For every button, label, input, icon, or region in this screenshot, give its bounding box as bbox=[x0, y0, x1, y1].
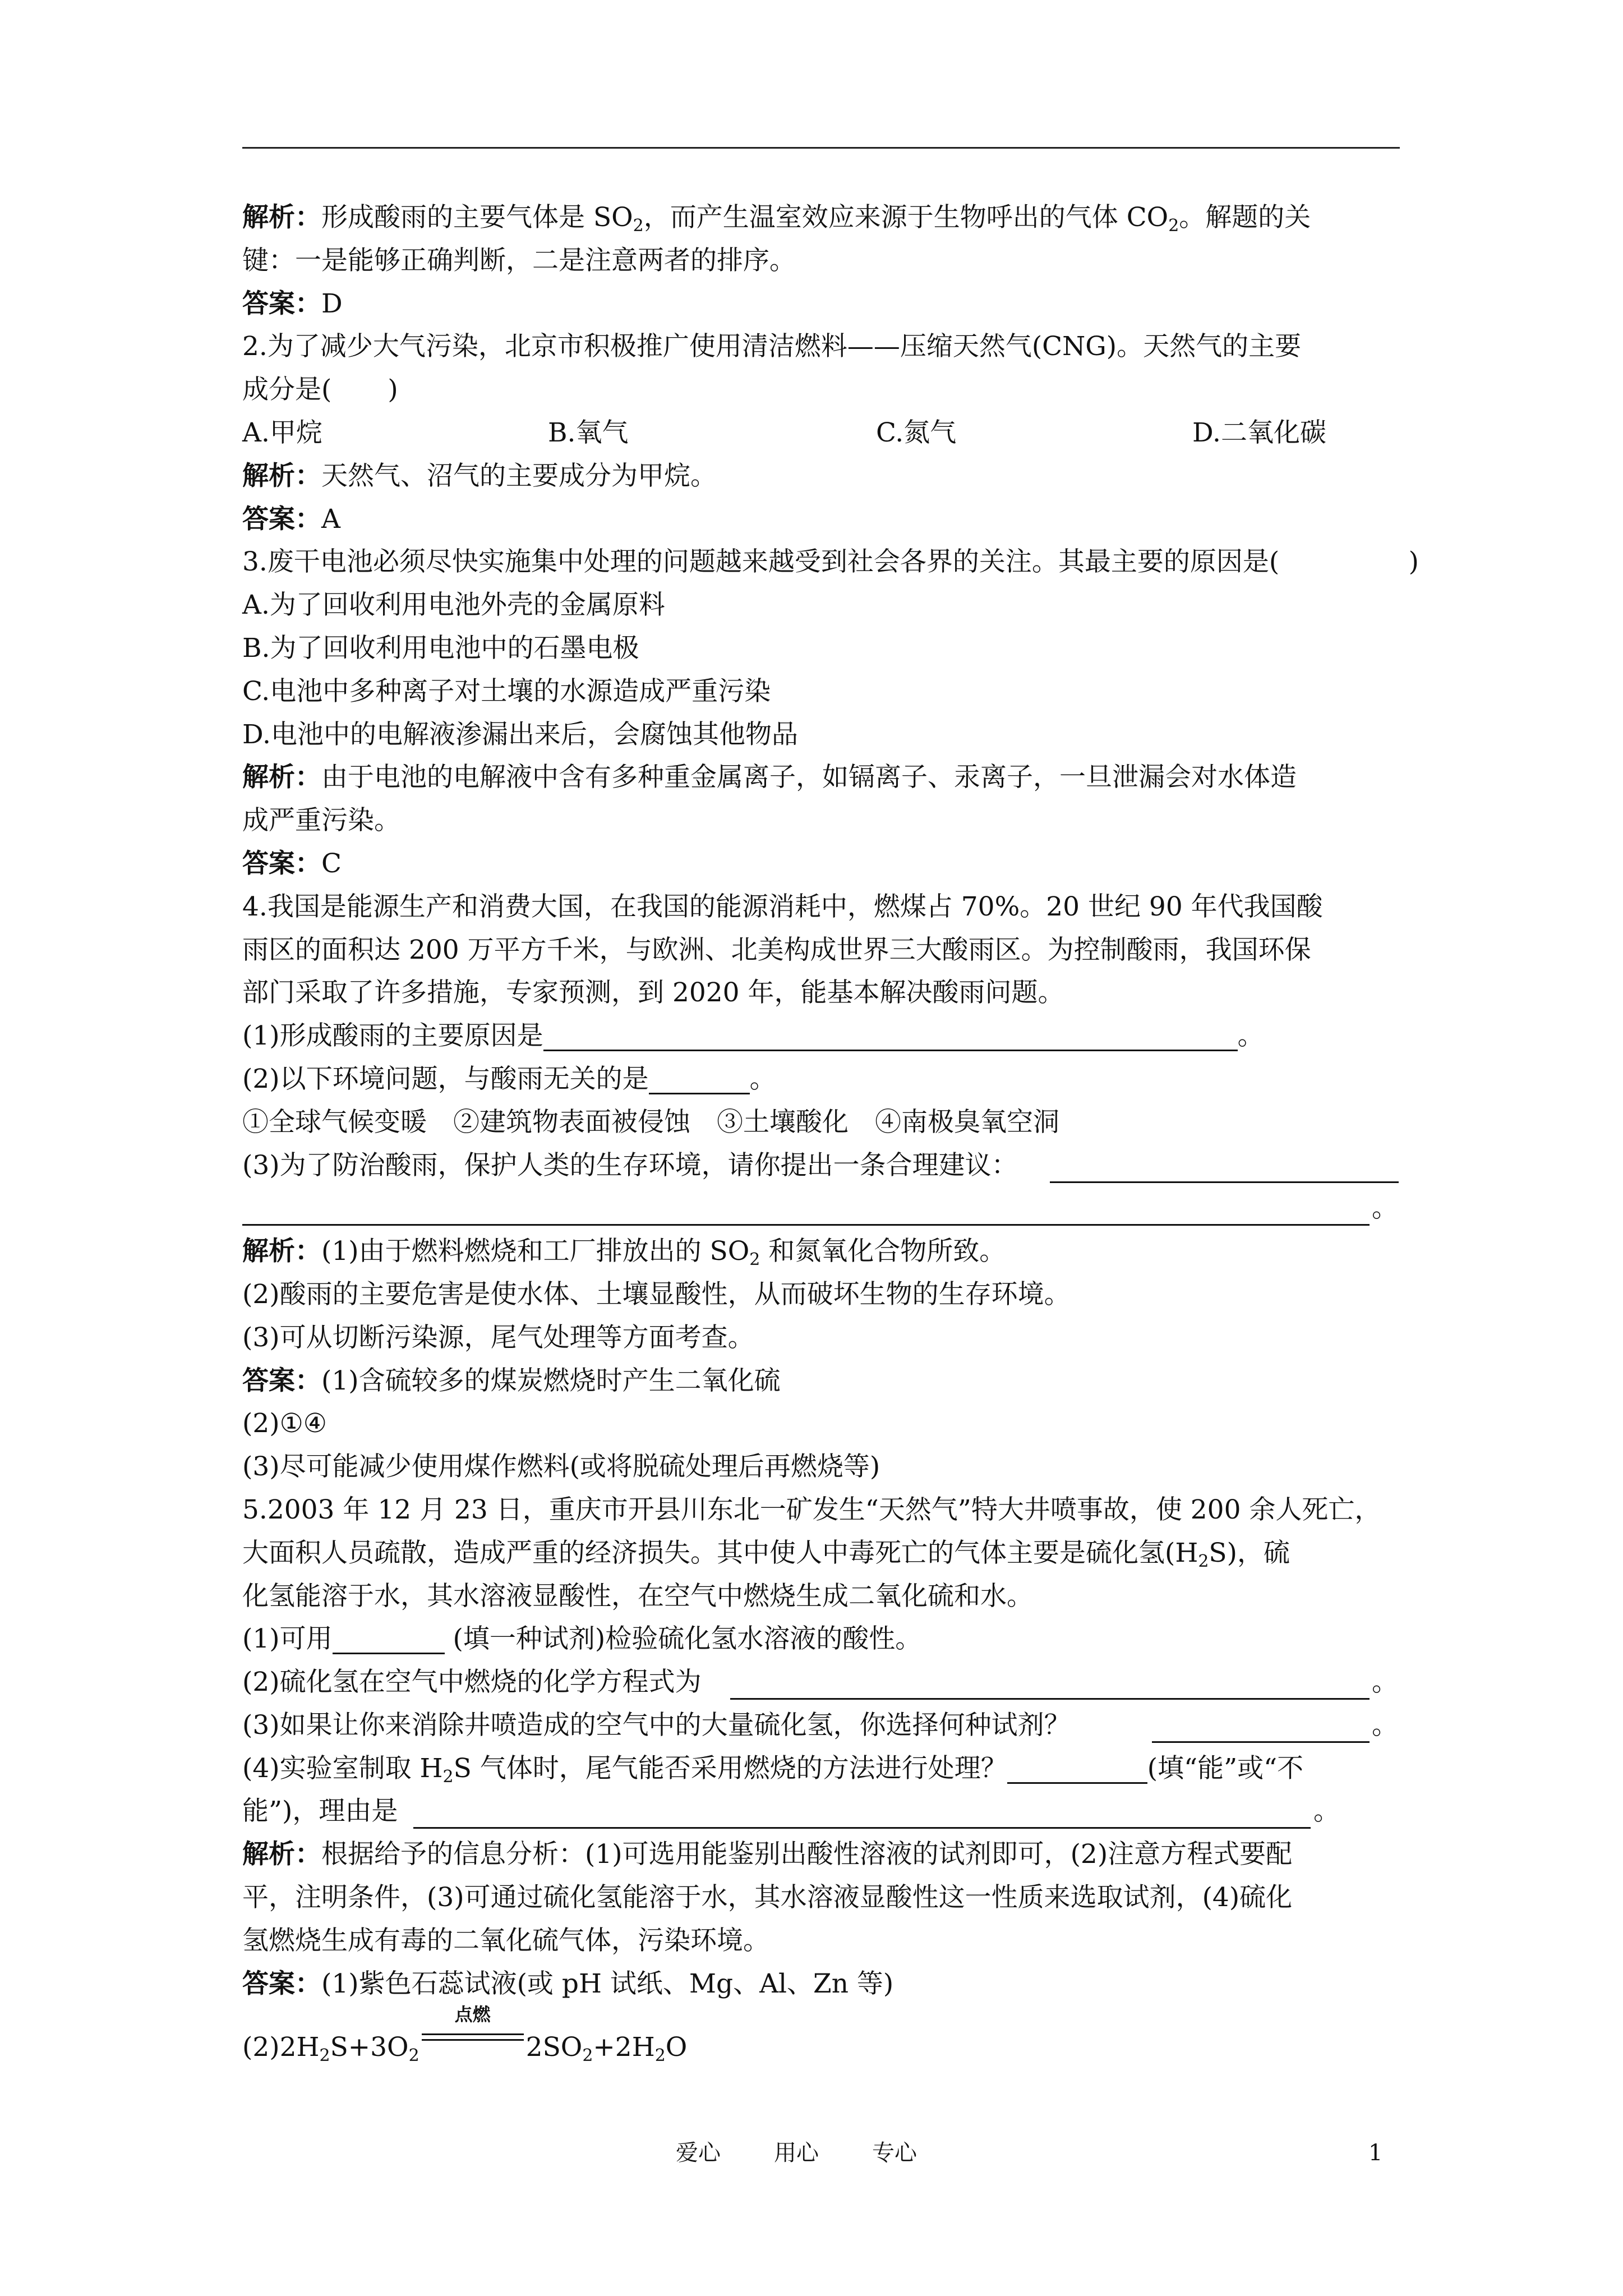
arrow-line bbox=[422, 2033, 524, 2035]
document-body bbox=[242, 196, 1419, 2066]
text: 平，注明条件，(3)可通过硫化氢能溶于水，其水溶液显酸性这一性质来选取试剂，(4)硫化 bbox=[242, 1882, 1293, 1913]
text: 能”)，理由是 bbox=[242, 1796, 398, 1827]
option-d: D.二氧化碳 bbox=[1192, 417, 1326, 448]
text: 。 bbox=[1372, 1709, 1398, 1741]
equation-text: O bbox=[665, 2032, 688, 2063]
text: (1)可用 bbox=[242, 1623, 333, 1655]
text: ，而产生温室效应来源于生物呼出的气体 CO bbox=[643, 202, 1169, 233]
answer-blank bbox=[730, 1669, 1370, 1700]
subquestion-line bbox=[242, 1015, 1400, 1058]
answer-blank bbox=[242, 1195, 1370, 1226]
text: 。解题的关 bbox=[1179, 202, 1311, 233]
analysis-line bbox=[242, 196, 1400, 240]
analysis-label: 解析： bbox=[242, 762, 321, 793]
text: (3)可从切断污染源，尾气处理等方面考查。 bbox=[242, 1322, 754, 1353]
text-line bbox=[242, 240, 1400, 283]
option-line bbox=[242, 584, 1400, 627]
text: 键：一是能够正确判断，二是注意两者的排序。 bbox=[242, 245, 796, 276]
page-number: 1 bbox=[1368, 2140, 1383, 2166]
text-line bbox=[242, 1575, 1400, 1618]
subscript: 2 bbox=[1168, 216, 1179, 236]
text: 根据给予的信息分析：(1)可选用能鉴别出酸性溶液的试剂即可，(2)注意方程式要配 bbox=[321, 1839, 1293, 1870]
subscript: 2 bbox=[1198, 1551, 1209, 1571]
text: 。 bbox=[1237, 1020, 1264, 1052]
subscript: 2 bbox=[319, 2046, 330, 2066]
question-4 bbox=[242, 886, 1400, 929]
subquestion-line bbox=[242, 1704, 1400, 1747]
equation-line bbox=[242, 2004, 1400, 2066]
option-b: B.氧气 bbox=[548, 417, 629, 448]
footer-motto bbox=[676, 2136, 970, 2170]
answer-blank bbox=[1007, 1753, 1147, 1784]
analysis-line bbox=[242, 455, 1400, 498]
options-line bbox=[242, 412, 1400, 455]
answer-text: (1)紫色石蕊试液(或 pH 试纸、Mg、Al、Zn 等) bbox=[321, 1968, 894, 1999]
text: (2)①④ bbox=[242, 1408, 327, 1439]
option-line bbox=[242, 670, 1400, 714]
answer-label: 答案： bbox=[242, 288, 321, 319]
answer-text: A bbox=[321, 503, 340, 535]
text-line bbox=[242, 1790, 1400, 1833]
text: (1)形成酸雨的主要原因是 bbox=[242, 1020, 543, 1052]
text: S 气体时，尾气能否采用燃烧的方法进行处理？ bbox=[453, 1752, 1007, 1784]
text: 。 bbox=[749, 1063, 776, 1094]
answer-line bbox=[242, 498, 1400, 541]
equation-text: +2H bbox=[593, 2032, 655, 2063]
answer-text: C bbox=[321, 848, 342, 879]
answer-label: 答案： bbox=[242, 503, 321, 535]
header-rule bbox=[242, 147, 1400, 149]
analysis-label: 解析： bbox=[242, 202, 321, 233]
text: 由于电池的电解液中含有多种重金属离子，如镉离子、汞离子，一旦泄漏会对水体造 bbox=[321, 762, 1297, 793]
text-line bbox=[242, 1402, 1400, 1446]
answer-label: 答案： bbox=[242, 1365, 321, 1396]
text: ) bbox=[1408, 546, 1419, 578]
subscript: 2 bbox=[408, 2046, 419, 2066]
text: 。 bbox=[1372, 1193, 1398, 1224]
answer-line bbox=[242, 1963, 1400, 2006]
text: 5.2003 年 12 月 23 日，重庆市开县川东北一矿发生“天然气”特大井喷事故，使 200 余人死亡， bbox=[242, 1494, 1381, 1525]
subquestion-line bbox=[242, 1661, 1400, 1704]
arrow-line bbox=[422, 2039, 524, 2041]
text: 。 bbox=[1313, 1796, 1340, 1827]
text-line bbox=[242, 799, 1400, 843]
text: 氢燃烧生成有毒的二氧化硫气体，污染环境。 bbox=[242, 1925, 769, 1956]
text: 大面积人员疏散，造成严重的经济损失。其中使人中毒死亡的气体主要是硫化氢(H bbox=[242, 1537, 1198, 1568]
text: B.为了回收利用电池中的石墨电极 bbox=[242, 632, 639, 664]
question-3 bbox=[242, 541, 1419, 584]
reaction-arrow bbox=[419, 2004, 526, 2062]
analysis-label: 解析： bbox=[242, 1236, 321, 1267]
text: 3.废干电池必须尽快实施集中处理的问题越来越受到社会各界的关注。其最主要的原因是( bbox=[242, 546, 1280, 578]
answer-text: (1)含硫较多的煤炭燃烧时产生二氧化硫 bbox=[321, 1365, 781, 1396]
text: 4.我国是能源生产和消费大国，在我国的能源消耗中，燃煤占 70%。20 世纪 90 年代我国酸 bbox=[242, 891, 1323, 922]
choices-line bbox=[242, 1101, 1400, 1144]
footer-item: 用心 bbox=[774, 2140, 819, 2166]
answer-blank bbox=[413, 1798, 1311, 1829]
text: 雨区的面积达 200 万平方千米，与欧洲、北美构成世界三大酸雨区。为控制酸雨，我国环保 bbox=[242, 934, 1311, 965]
answer-blank bbox=[543, 1020, 1238, 1051]
question-2 bbox=[242, 325, 1400, 369]
analysis-line bbox=[242, 756, 1400, 799]
subquestion-line bbox=[242, 1747, 1400, 1791]
text-line bbox=[242, 1532, 1400, 1575]
text: 2.为了减少大气污染，北京市积极推广使用清洁燃料——压缩天然气(CNG)。天然气的主要 bbox=[242, 331, 1302, 362]
text: 化氢能溶于水，其水溶液显酸性，在空气中燃烧生成二氧化硫和水。 bbox=[242, 1580, 1033, 1612]
reaction-condition: 点燃 bbox=[454, 2004, 491, 2026]
option-a: A.甲烷 bbox=[242, 417, 322, 448]
text: 部门采取了许多措施，专家预测，到 2020 年，能基本解决酸雨问题。 bbox=[242, 977, 1064, 1009]
text: C.电池中多种离子对土壤的水源造成严重污染 bbox=[242, 675, 771, 707]
subquestion-line bbox=[242, 1144, 1400, 1188]
text-line bbox=[242, 929, 1400, 972]
answer-line bbox=[242, 843, 1400, 886]
answer-blank bbox=[333, 1623, 445, 1654]
text: (填一种试剂)检验硫化氢水溶液的酸性。 bbox=[444, 1623, 922, 1655]
subscript: 2 bbox=[749, 1250, 760, 1270]
subquestion-line bbox=[242, 1618, 1400, 1661]
text: S)，硫 bbox=[1209, 1537, 1290, 1568]
text: 天然气、沼气的主要成分为甲烷。 bbox=[321, 460, 717, 491]
text-line bbox=[242, 972, 1400, 1015]
option-line bbox=[242, 714, 1400, 757]
text: (4)实验室制取 H bbox=[242, 1752, 443, 1784]
text: 和氮氧化合物所致。 bbox=[760, 1236, 1006, 1267]
question-5 bbox=[242, 1489, 1400, 1532]
text: ①全球气候变暖 ②建筑物表面被侵蚀 ③土壤酸化 ④南极臭氧空洞 bbox=[242, 1106, 1059, 1138]
subscript: 2 bbox=[582, 2046, 593, 2066]
answer-text: D bbox=[321, 288, 343, 319]
text-line bbox=[242, 1273, 1400, 1317]
equation-text: (2)2H bbox=[242, 2032, 320, 2063]
answer-label: 答案： bbox=[242, 848, 321, 879]
text: 形成酸雨的主要气体是 SO bbox=[321, 202, 633, 233]
text-line bbox=[242, 1317, 1400, 1360]
answer-line bbox=[242, 1360, 1400, 1403]
text-line bbox=[242, 1446, 1400, 1489]
subscript: 2 bbox=[654, 2046, 666, 2066]
text: 成分是( bbox=[242, 374, 332, 406]
analysis-label: 解析： bbox=[242, 460, 321, 491]
text: (1)由于燃料燃烧和工厂排放出的 SO bbox=[321, 1236, 750, 1267]
answer-blank bbox=[1152, 1712, 1370, 1743]
subscript: 2 bbox=[442, 1766, 454, 1787]
equation-text: 2SO bbox=[525, 2032, 583, 2063]
text: (2)硫化氢在空气中燃烧的化学方程式为 bbox=[242, 1667, 702, 1698]
text: A.为了回收利用电池外壳的金属原料 bbox=[242, 590, 665, 621]
text: (填“能”或“不 bbox=[1147, 1752, 1304, 1784]
subquestion-line bbox=[242, 1058, 1400, 1101]
blank-line bbox=[242, 1187, 1400, 1230]
text: (2)酸雨的主要危害是使水体、土壤显酸性，从而破坏生物的生存环境。 bbox=[242, 1278, 1071, 1310]
text: (3)尽可能减少使用煤作燃料(或将脱硫处理后再燃烧等) bbox=[242, 1451, 880, 1483]
option-line bbox=[242, 627, 1400, 670]
option-c: C.氮气 bbox=[876, 417, 957, 448]
equation-text: S+3O bbox=[330, 2032, 409, 2063]
text: 。 bbox=[1372, 1667, 1398, 1698]
answer-line bbox=[242, 283, 1400, 326]
text: 成严重污染。 bbox=[242, 805, 400, 836]
answer-blank bbox=[1050, 1152, 1399, 1183]
analysis-line bbox=[242, 1230, 1400, 1273]
text: (2)以下环境问题，与酸雨无关的是 bbox=[242, 1063, 649, 1094]
text-line bbox=[242, 1876, 1400, 1920]
subscript: 2 bbox=[633, 216, 644, 236]
text-line bbox=[242, 1920, 1400, 1963]
text: D.电池中的电解液渗漏出来后，会腐蚀其他物品 bbox=[242, 719, 798, 750]
footer-item: 爱心 bbox=[676, 2140, 721, 2166]
text: ) bbox=[388, 374, 398, 406]
analysis-label: 解析： bbox=[242, 1839, 321, 1870]
analysis-line bbox=[242, 1833, 1400, 1876]
text-line bbox=[242, 369, 1400, 412]
answer-label: 答案： bbox=[242, 1968, 321, 1999]
text: (3)为了防治酸雨，保护人类的生存环境，请你提出一条合理建议： bbox=[242, 1149, 1018, 1181]
footer-item: 专心 bbox=[872, 2140, 917, 2166]
answer-blank bbox=[649, 1064, 750, 1094]
page-footer bbox=[0, 2136, 1623, 2170]
text: (3)如果让你来消除井喷造成的空气中的大量硫化氢，你选择何种试剂？ bbox=[242, 1709, 1071, 1741]
